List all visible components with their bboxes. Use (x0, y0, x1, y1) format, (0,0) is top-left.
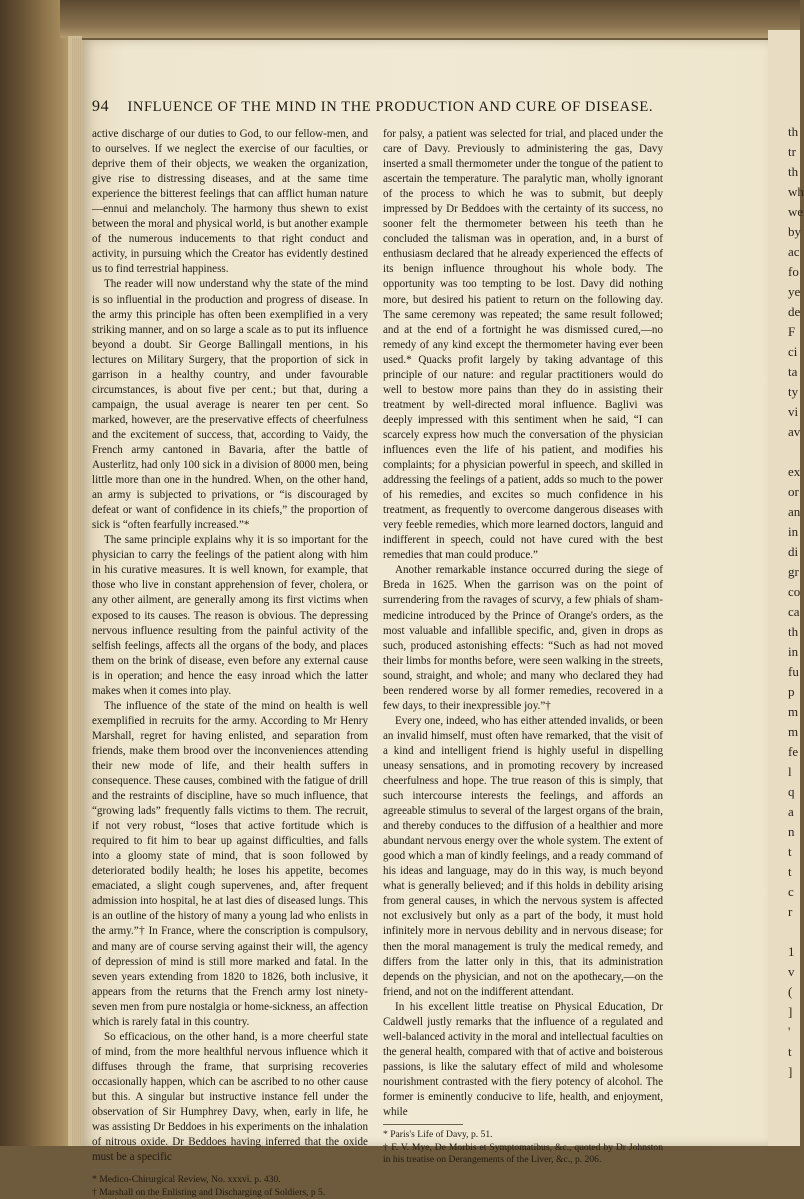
adjacent-page-fragment: th tr th wh we by ac fo ye de F ci ta ty vi av ex or an in di gr co ca th in fu p m m fe l q a n t t c r 1 v ( ] ' t ] (788, 124, 804, 1079)
running-title: INFLUENCE OF THE MIND IN THE PRODUCTION AND CURE OF DISEASE. (127, 99, 654, 115)
paragraph: Every one, indeed, who has either attended invalids, or been an invalid himself, must often have remarked, that the visit of a kind and intelligent friend is highly useful in dispelling uneasy sensations, and in promoting recovery by increased cheerfulness and hope. The true reason of this is simply, that such intercourse interests the feelings, and affords an agreeable stimulus to several of the largest organs of the brain, and thereby conduces to the diffusion of a healthier and more abundant nervous energy over the whole system. The extent of good which a man of kindly feelings, and a ready command of his ideas and language, may do in this way, is much beyond what is generally believed; and if this holds in debility arising from general causes, in which the nervous system is affected not exclusively but only as a part of the body, it must hold infinitely more in nervous debility and in nervous disease; for then the moral management is truly the medical remedy, and differs from the latter only in this, that its administration depends on the physician, and not on the apothecary,—on the friend, and not on the indifferent attendant. (383, 714, 663, 998)
paragraph: Another remarkable instance occurred during the siege of Breda in 1625. When the garrison was on the point of surrendering from the ravages of scurvy, a few phials of sham-medicine introduced by the Prince of Orange's orders, as the most valuable and infallible specific, and, given in drops as such, produced astonishing effects: “Such as had not moved their limbs for months before, were seen walking in the streets, sound, straight, and whole; and many who declared they had been rendered worse by all former remedies, recovered in a few days, to their inexpressible joy.”† (383, 564, 663, 712)
adjacent-page (768, 30, 804, 1146)
footnote: † Marshall on the Enlisting and Discharging of Soldiers, p 5. (92, 1186, 326, 1198)
page-edges (68, 36, 82, 1146)
book-top-edge (60, 0, 800, 38)
left-column (92, 127, 368, 1199)
right-column (383, 127, 663, 1166)
footnote-rule (383, 1124, 463, 1125)
footnote-rule (92, 1169, 172, 1170)
paragraph: for palsy, a patient was selected for trial, and placed under the care of Davy. Previously to administering the gas, Davy inserted a small thermometer under the tongue of the patient to ascertain the temperature. The paralytic man, wholly ignorant of the process to which he was to submit, but deeply impressed by Dr Beddoes with the certainty of its success, no sooner felt the thermometer between his teeth than he concluded the talisman was in operation, and, in a burst of enthusiasm declared that he already experienced the effects of its benign influence throughout his whole body. The opportunity was too tempting to be lost. Davy did nothing more, but desired his patient to return on the following day. The same ceremony was repeated; the same result followed; and at the end of a fortnight he was dismissed cured,—no remedy of any kind except the thermometer having ever been used.* Quacks profit largely by taking advantage of this principle of our nature: and regular practitioners would do well to bestow more pains than they do in assisting their treatment by well-directed moral influence. Baglivi was deeply impressed with this sentiment when he said, “I can scarcely express how much the conversation of the physician influences even the life of his patient, and modifies his complaints; for a physician powerful in speech, and skilled in addressing the feelings of a patient, adds so much to the power of his remedies, and excites so much confidence in his treatment, as frequently to overcome dangerous diseases with very feeble remedies, which more learned doctors, languid and indifferent in speech, could not have cured with the best remedies that man could produce.” (383, 128, 663, 562)
paragraph: active discharge of our duties to God, to our fellow-men, and to ourselves. If we neglect the exercise of our faculties, or deprive them of their objects, we weaken the organization, give rise to distressing diseases, and at the same time experience the bitterest feelings that can afflict human nature—ennui and melancholy. The harmony thus shewn to exist between the moral and physical world, is but another example of the numerous inducements to that right conduct and activity, in pursuing which the Creator has evidently destined us to find terrestrial happiness. (92, 128, 368, 276)
paragraph: So efficacious, on the other hand, is a more cheerful state of mind, from the more healthful nervous influence which it diffuses through the frame, that surprising recoveries occasionally happen, which can be ascribed to no other cause but this. A singular but instructive instance fell under the observation of Sir Humphrey Davy, when, early in life, he was assisting Dr Beddoes in his experiments on the inhalation of nitrous oxide. Dr Beddoes having inferred that the oxide must be a specific (92, 1030, 368, 1164)
book-spine-gutter (0, 0, 72, 1146)
footnote: * Paris's Life of Davy, p. 51. (383, 1129, 493, 1141)
running-header (92, 98, 692, 116)
paragraph: In his excellent little treatise on Physical Education, Dr Caldwell justly remarks that the influence of a regulated and well-balanced activity in the moral and intellectual faculties on the general health, compared with that of active and boisterous passions, is like the salutary effect of mild and wholesome nourishment contrasted with the fiery potency of alcohol. The former is eminently conducive to life, health, and enjoyment, while (383, 1000, 663, 1119)
paragraph: The reader will now understand why the state of the mind is so influential in the production and progress of disease. In the army this principle has often been exemplified in a very striking manner, and on so large a scale as to put its influence beyond a doubt. Sir George Ballingall mentions, in his lectures on Military Surgery, that the proportion of sick in garrison in a healthy country, and under favourable circumstances, is about five per cent.; but that, during a campaign, the usual average is nearer ten per cent. So marked, however, are the preservative effects of cheerfulness and the excitement of success, that, according to Vaidy, the French army cantoned in Bavaria, after the battle of Austerlitz, had only 100 sick in a division of 8000 men, being little more than one in the hundred. When, on the other hand, an army is subjected to privations, or “is discouraged by defeat or want of confidence in its chiefs,” the proportion of sick is “often fearfully increased.”* (92, 278, 368, 532)
footnote: * Medico-Chirurgical Review, No. xxxvi. p. 430. (92, 1174, 281, 1186)
page-number: 94 (92, 98, 110, 115)
footnote: † F. V. Mye, De Morbis et Symptomatibus, &c., quoted by Dr Johnston in his treatise on Derangements of the Liver, &c., p. 206. (383, 1141, 663, 1165)
paragraph: The influence of the state of the mind on health is well exemplified in recruits for the army. According to Mr Henry Marshall, regret for having enlisted, and separation from friends, make them brood over the inconveniences attending their new mode of life, and their health suffers in consequence. These causes, combined with the fatigue of drill and the restraints of discipline, have so much influence, that “growing lads” frequently falls victims to them. The recruit, if not very robust, “loses that active fortitude which is required to fit him to bear up against difficulties, and falls into a gloomy state of mind, that is soon followed by deteriorated bodily health; he loses his appetite, becomes emaciated, a slight cough supervenes, and, after frequent admission into hospital, he at last dies of diseased lungs. This is an outline of the history of many a young lad who enlists in the army.”† In France, where the conscription is compulsory, and many are of course serving against their will, the agency of depression of mind is still more marked and fatal. In the seven years extending from 1820 to 1826, both inclusive, it appears from the returns that the French army lost ninety-seven men from pure nostalgia or home-sickness, an affection which is rarely fatal in this country. (92, 699, 368, 1028)
paragraph: The same principle explains why it is so important for the physician to carry the feelings of the patient along with him in his curative measures. It is well known, for example, that those who live in constant apprehension of fever, cholera, or any other ailment, are generally among its first victims when exposed to its causes. The reason is obvious. The depressing nervous influence resulting from the painful activity of the selfish feelings, affects all the organs of the body, and places them on the brink of disease, even before any external cause is in operation; and hence the easy inroad which the latter makes when it comes into play. (92, 534, 368, 697)
